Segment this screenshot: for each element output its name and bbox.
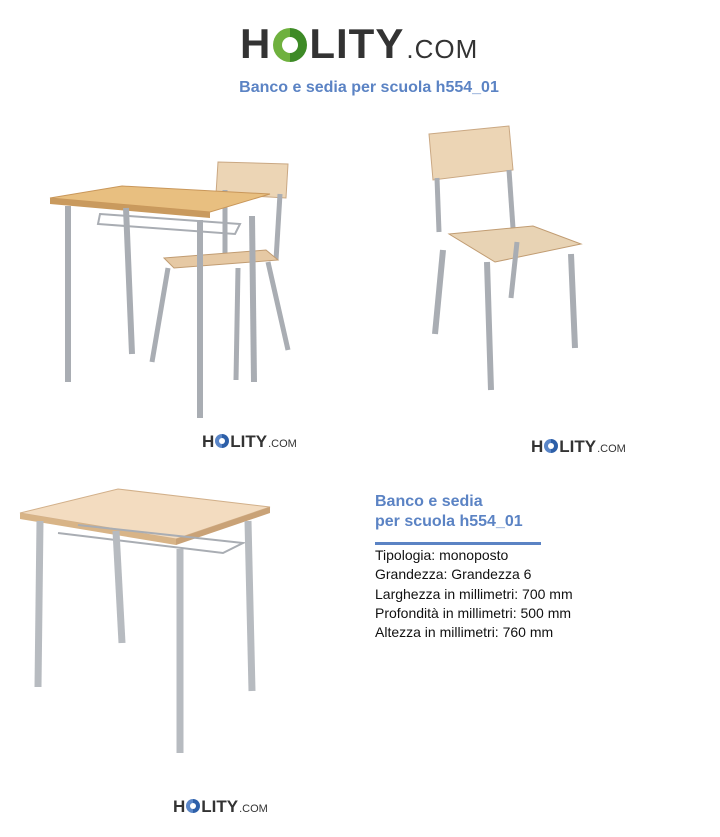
spec-item: Profondità in millimetri: 500 mm — [375, 604, 572, 621]
logo-letters: LITY — [201, 797, 239, 816]
product-heading-line: Banco e sedia — [375, 493, 483, 510]
holity-logo[interactable] — [240, 20, 478, 68]
heading-divider — [375, 542, 541, 545]
logo-letter-h: H — [173, 797, 186, 816]
logo-circle-icon — [186, 799, 200, 813]
chair-icon — [429, 126, 581, 390]
product-heading-line: per scuola h554_01 — [375, 513, 523, 530]
logo-letter-h: H — [531, 437, 544, 456]
logo-domain: .COM — [406, 34, 479, 64]
logo-letters: LITY — [559, 437, 597, 456]
chair-photo — [425, 122, 585, 394]
product-heading — [375, 492, 523, 532]
desk-and-chair-photo — [40, 150, 300, 425]
holity-logo-small — [173, 797, 268, 817]
spec-item: Tipologia: monoposto — [375, 547, 509, 563]
logo-domain: .COM — [239, 803, 268, 815]
logo-circle-icon — [544, 439, 558, 453]
logo-letter-h: H — [202, 432, 215, 451]
logo-letter-h: H — [240, 20, 272, 67]
spec-item: Grandezza: Grandezza 6 — [375, 566, 532, 583]
spec-list — [375, 546, 573, 642]
holity-logo-small — [531, 437, 626, 457]
logo-domain: .COM — [597, 443, 626, 455]
desk-photo — [18, 487, 273, 757]
spec-item: Altezza in millimetri: 760 mm — [375, 624, 554, 641]
logo-circle-icon — [273, 28, 307, 62]
page-title: Banco e sedia per scuola h554_01 — [239, 79, 499, 96]
logo-letters: LITY — [230, 432, 268, 451]
spec-item: Larghezza in millimetri: 700 mm — [375, 585, 573, 602]
holity-logo-small — [202, 432, 297, 452]
logo-domain: .COM — [268, 438, 297, 450]
logo-letters: LITY — [309, 20, 405, 67]
logo-circle-icon — [215, 434, 229, 448]
desk-icon — [20, 489, 270, 753]
